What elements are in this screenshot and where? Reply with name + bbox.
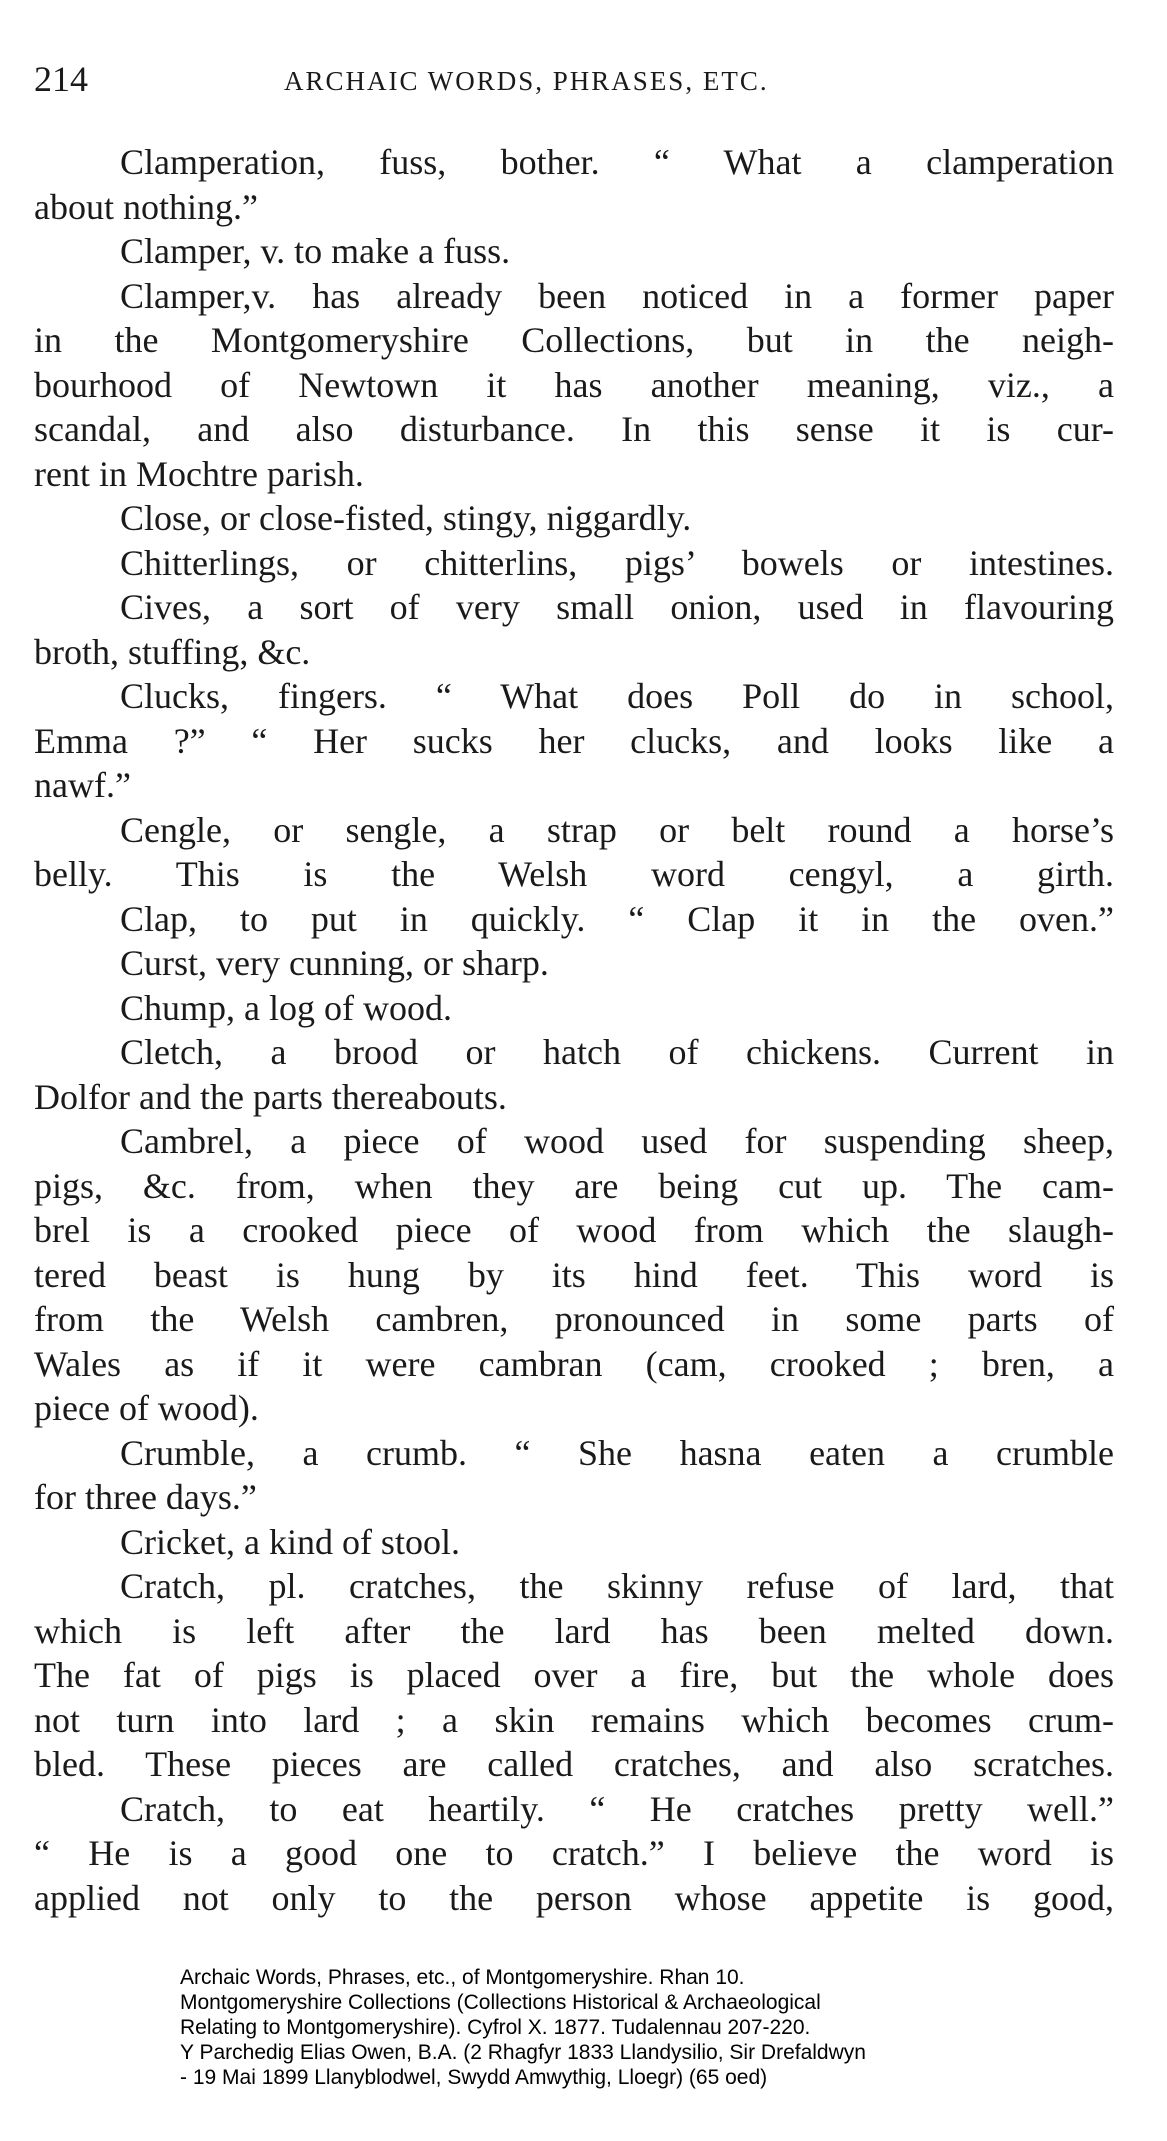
text-line: Cengle, or sengle, a strap or belt round a horse’s: [120, 809, 1114, 850]
text-line: Clamper, v. to make a fuss.: [120, 231, 511, 271]
text-line: Cratch, pl. cratches, the skinny refuse of lard, that: [120, 1566, 1114, 1606]
text-line: The fat of pigs is placed over a fire, but the whole does: [34, 1655, 1114, 1695]
page-number: 214: [34, 59, 88, 99]
text-line: Clamper,v. has already been noticed in a former paper: [120, 275, 1114, 316]
page-header: [34, 58, 1114, 108]
text-line: which is left after the lard has been melted down.: [34, 1610, 1114, 1651]
text-line: tered beast is hung by its hind feet. This word is: [34, 1254, 1114, 1295]
text-line: not turn into lard ; a skin remains which becomes crum-: [34, 1699, 1114, 1740]
text-line: Curst, very cunning, or sharp.: [120, 943, 549, 983]
text-line: piece of wood).: [34, 1388, 259, 1428]
text-line: Cambrel, a piece of wood used for suspending sheep,: [120, 1121, 1114, 1161]
source-citation: [180, 1965, 1080, 2090]
glossary-body: [34, 140, 1114, 1920]
text-line: Cratch, to eat heartily. “ He cratches pretty well.”: [120, 1788, 1114, 1829]
text-line: Chitterlings, or chitterlins, pigs’ bowels or intestines.: [120, 542, 1114, 583]
text-line: Clap, to put in quickly. “ Clap it in the oven.”: [120, 898, 1114, 939]
text-line: Wales as if it were cambran (cam, crooked ; bren, a: [34, 1343, 1114, 1384]
text-line: for three days.”: [34, 1477, 257, 1517]
text-line: in the Montgomeryshire Collections, but in the neigh-: [34, 320, 1114, 360]
citation-line: Montgomeryshire Collections (Collections Historical & Archaeological: [180, 1991, 821, 2014]
text-line: Cletch, a brood or hatch of chickens. Current in: [120, 1032, 1114, 1072]
text-line: “ He is a good one to cratch.” I believe the word is: [34, 1833, 1114, 1873]
citation-line: Y Parchedig Elias Owen, B.A. (2 Rhagfyr 1833 Llandysilio, Sir Drefaldwyn: [180, 2041, 866, 2064]
text-line: rent in Mochtre parish.: [34, 453, 364, 494]
text-line: belly. This is the Welsh word cengyl, a girth.: [34, 854, 1114, 894]
text-line: bled. These pieces are called cratches, and also scratches.: [34, 1744, 1114, 1784]
citation-line: Relating to Montgomeryshire). Cyfrol X. 1877. Tudalennau 207-220.: [180, 2016, 811, 2039]
running-title: ARCHAIC WORDS, PHRASES, ETC.: [284, 66, 769, 96]
citation-line: - 19 Mai 1899 Llanyblodwel, Swydd Amwythig, Lloegr) (65 oed): [180, 2066, 768, 2089]
text-line: Close, or close-fisted, stingy, niggardly.: [120, 498, 692, 538]
text-line: Chump, a log of wood.: [120, 987, 452, 1028]
text-line: broth, stuffing, &c.: [34, 631, 311, 672]
text-line: Cricket, a kind of stool.: [120, 1521, 460, 1562]
text-line: Clucks, fingers. “ What does Poll do in school,: [120, 676, 1114, 716]
text-line: about nothing.”: [34, 186, 258, 227]
citation-line: Archaic Words, Phrases, etc., of Montgomeryshire. Rhan 10.: [180, 1966, 745, 1989]
text-line: Cives, a sort of very small onion, used in flavouring: [120, 587, 1114, 627]
text-line: Crumble, a crumb. “ She hasna eaten a crumble: [120, 1432, 1114, 1473]
text-line: Dolfor and the parts thereabouts.: [34, 1076, 507, 1117]
text-line: Clamperation, fuss, bother. “ What a clamperation: [120, 142, 1114, 182]
text-line: nawf.”: [34, 765, 131, 805]
text-line: pigs, &c. from, when they are being cut up. The cam-: [34, 1165, 1114, 1206]
text-line: from the Welsh cambren, pronounced in some parts of: [34, 1299, 1114, 1339]
text-line: bourhood of Newtown it has another meaning, viz., a: [34, 364, 1114, 405]
text-line: brel is a crooked piece of wood from which the slaugh-: [34, 1210, 1114, 1250]
text-line: applied not only to the person whose appetite is good,: [34, 1877, 1114, 1918]
text-line: Emma ?” “ Her sucks her clucks, and looks like a: [34, 720, 1114, 761]
text-line: scandal, and also disturbance. In this sense it is cur-: [34, 409, 1114, 449]
